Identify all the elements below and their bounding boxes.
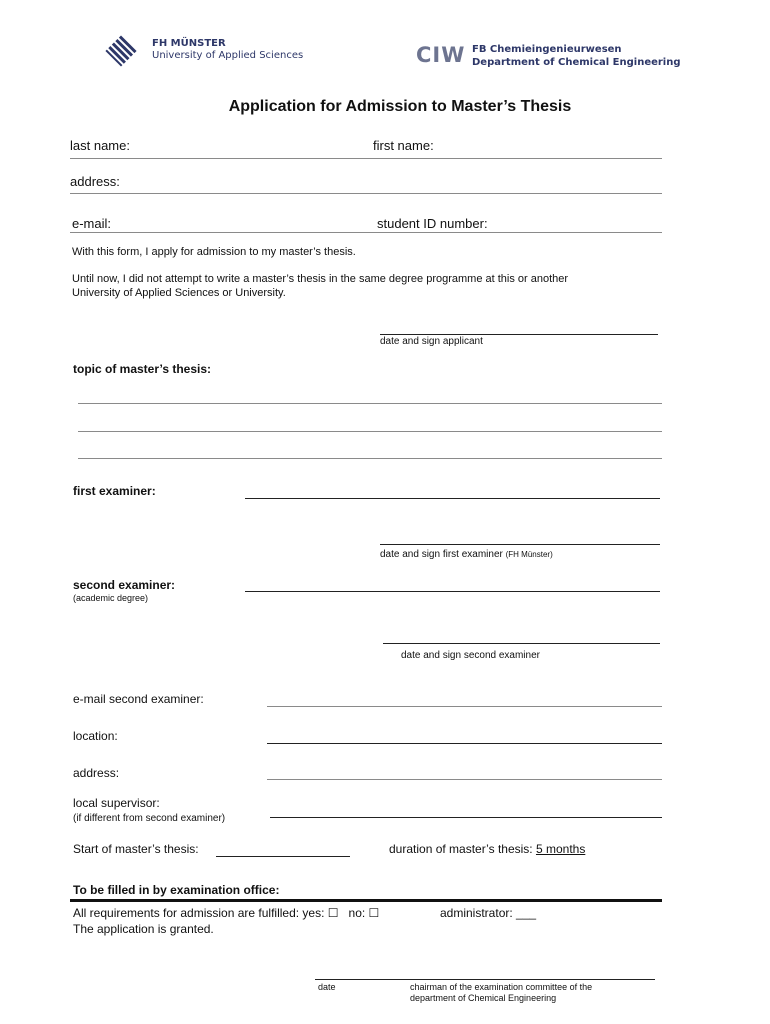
ciw-logo-mark: CIW <box>416 43 466 67</box>
statement-apply: With this form, I apply for admission to my master’s thesis. <box>72 246 356 258</box>
first-examiner-label: first examiner: <box>73 484 156 498</box>
first-examiner-sign-label <box>380 549 553 560</box>
topic-line-1[interactable] <box>78 403 662 404</box>
supervisor-label: local supervisor: <box>73 796 160 810</box>
second-examiner-label: second examiner: <box>73 578 176 592</box>
first-examiner-sign-text: date and sign first examiner <box>380 549 503 560</box>
address-label: address: <box>70 174 120 189</box>
address-line[interactable] <box>70 193 662 194</box>
chairman-line2: department of Chemical Engineering <box>410 993 557 1003</box>
office-divider <box>70 899 662 902</box>
administrator-label: administrator: ___ <box>440 906 537 920</box>
start-label: Start of master’s thesis: <box>73 842 199 856</box>
chairman-sign-line[interactable] <box>315 979 655 980</box>
page-title: Application for Admission to Master’s Thesis <box>228 98 572 115</box>
granted-text: The application is granted. <box>73 922 214 936</box>
date-label: date <box>318 982 336 992</box>
duration-label-text: duration of master’s thesis: <box>389 842 533 856</box>
first-examiner-sign-note: (FH Münster) <box>505 550 553 559</box>
email-label: e-mail: <box>72 216 112 231</box>
second-examiner-sign-label: date and sign second examiner <box>401 650 540 661</box>
duration-label <box>389 842 585 856</box>
name-line[interactable] <box>70 158 662 159</box>
second-examiner-sublabel: (academic degree) <box>73 593 149 603</box>
applicant-sign-line[interactable] <box>380 334 658 335</box>
applicant-sign-label: date and sign applicant <box>380 336 483 347</box>
topic-label: topic of master’s thesis: <box>73 362 212 376</box>
statement-prior-line2: University of Applied Sciences or University. <box>72 287 286 299</box>
fh-logo-line1: FH MÜNSTER <box>152 38 226 49</box>
fh-logo-icon <box>104 34 138 68</box>
topic-line-2[interactable] <box>78 431 662 432</box>
second-examiner-email-label: e-mail second examiner: <box>73 692 204 706</box>
email-line[interactable] <box>70 232 662 233</box>
first-examiner-sign-line[interactable] <box>380 544 660 545</box>
statement-prior-line1: Until now, I did not attempt to write a master’s thesis in the same degree programme at this or another <box>72 273 569 285</box>
second-examiner-line[interactable] <box>245 591 660 592</box>
examiner-address-line[interactable] <box>267 779 662 780</box>
topic-line-3[interactable] <box>78 458 662 459</box>
second-examiner-sign-line[interactable] <box>383 643 660 644</box>
examiner-address-label: address: <box>73 766 120 780</box>
chairman-line1: chairman of the examination committee of the <box>410 982 593 992</box>
duration-value[interactable]: 5 months <box>535 842 586 856</box>
ciw-logo-line2: Department of Chemical Engineering <box>472 57 681 68</box>
office-heading: To be filled in by examination office: <box>73 883 280 897</box>
first-examiner-line[interactable] <box>245 498 660 499</box>
supervisor-line[interactable] <box>270 817 662 818</box>
location-label: location: <box>73 729 118 743</box>
supervisor-note: (if different from second examiner) <box>73 813 226 824</box>
start-line[interactable] <box>216 856 350 857</box>
fh-logo-line2: University of Applied Sciences <box>152 50 304 61</box>
student-id-label: student ID number: <box>377 216 488 231</box>
location-line[interactable] <box>267 743 662 744</box>
requirements-text[interactable]: All requirements for admission are fulfilled: yes: ☐ no: ☐ <box>73 906 380 920</box>
first-name-label: first name: <box>373 138 434 153</box>
second-examiner-email-line[interactable] <box>267 706 662 707</box>
ciw-logo-line1: FB Chemieingenieurwesen <box>472 44 622 55</box>
last-name-label: last name: <box>70 138 130 153</box>
fh-logo <box>104 34 138 68</box>
